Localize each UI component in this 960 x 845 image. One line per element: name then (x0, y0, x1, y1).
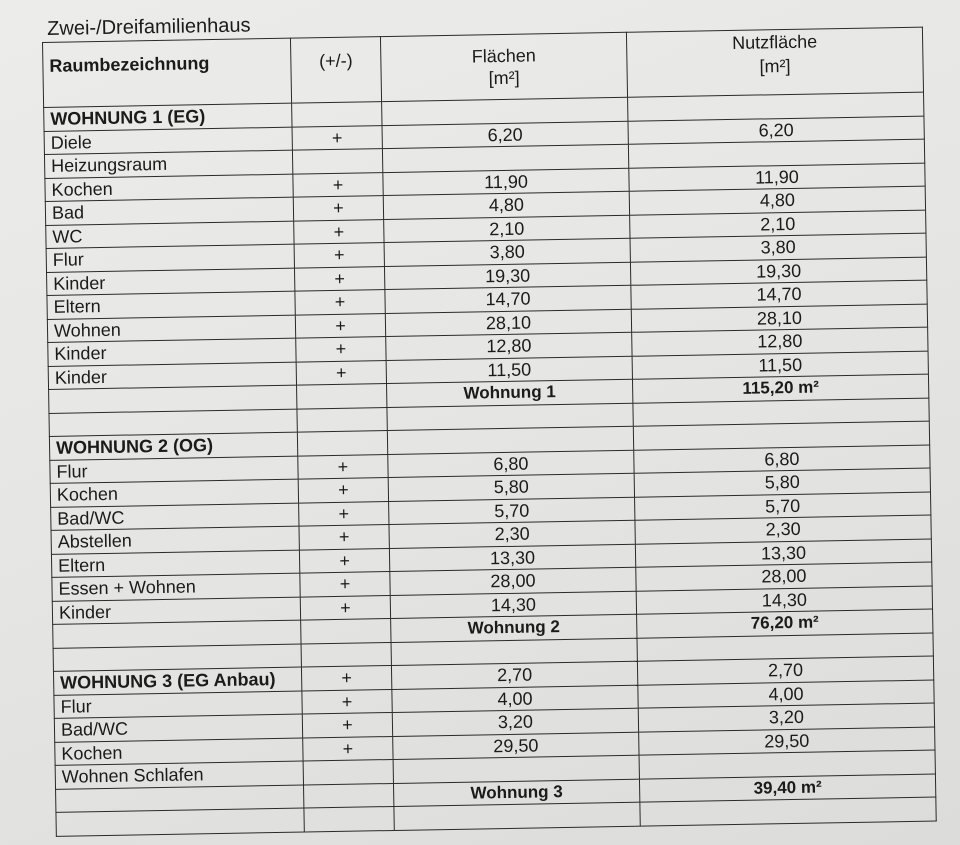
room-name: Abstellen (51, 526, 299, 554)
table-body (44, 92, 937, 836)
room-name: Kochen (45, 174, 293, 202)
usable-area-cell: 28,10 (631, 304, 927, 333)
room-name: Bad/WC (54, 714, 302, 742)
header-usable-label: Nutzfläche (731, 31, 818, 53)
header-usable-area (626, 27, 923, 97)
sign-cell: + (299, 548, 389, 573)
usable-area-cell: 3,80 (630, 233, 926, 262)
usable-area-cell: 29,50 (639, 727, 935, 756)
area-cell: 11,50 (386, 356, 632, 384)
room-name: WC (46, 221, 294, 249)
section-title: WOHNUNG 2 (OG) (49, 432, 297, 460)
usable-area-cell: 2,70 (637, 656, 933, 685)
room-name: Wohnen Schlafen (55, 761, 303, 789)
area-cell: 28,10 (385, 309, 631, 337)
usable-area-cell: 6,20 (628, 116, 924, 145)
empty-cell (394, 802, 640, 830)
subtotal-value: 76,20 m² (637, 609, 933, 638)
sign-cell (292, 102, 382, 127)
section-title: WOHNUNG 1 (EG) (44, 103, 292, 131)
empty-cell (297, 407, 387, 432)
area-cell: 2,10 (384, 215, 630, 243)
document-title: Zwei-/Dreifamilienhaus (47, 14, 251, 40)
sign-cell: + (302, 712, 392, 737)
sign-cell: + (302, 689, 392, 714)
sign-cell: + (303, 736, 393, 761)
area-cell: 5,80 (388, 473, 634, 501)
subtotal-value: 39,40 m² (639, 774, 935, 803)
area-cell: 3,20 (392, 708, 638, 736)
empty-cell (640, 797, 936, 826)
sign-cell: + (299, 525, 389, 550)
sign-cell: + (293, 196, 383, 221)
area-cell: 14,70 (385, 285, 631, 313)
usable-area-cell: 5,70 (635, 492, 931, 521)
usable-area-cell: 2,30 (635, 515, 931, 544)
subtotal-label: Wohnung 3 (393, 779, 639, 807)
area-cell: 4,80 (383, 191, 629, 219)
area-cell: 4,00 (392, 685, 638, 713)
room-name: Kinder (48, 338, 296, 366)
area-cell: 19,30 (384, 262, 630, 290)
usable-area-cell: 13,30 (635, 539, 931, 568)
area-cell: 28,00 (390, 567, 636, 595)
area-cell: 11,90 (383, 168, 629, 196)
sign-cell (292, 149, 382, 174)
header-room: Raumbezeichnung (43, 38, 292, 107)
sign-cell: + (294, 243, 384, 268)
sign-cell: + (296, 360, 386, 385)
usable-area-cell: 3,20 (638, 703, 934, 732)
room-name: Kochen (50, 479, 298, 507)
room-name: Kinder (48, 362, 296, 390)
area-cell: 2,30 (389, 520, 635, 548)
room-name: Bad/WC (51, 503, 299, 531)
sign-cell: + (300, 595, 390, 620)
header-usable-unit: [m²] (759, 55, 791, 77)
usable-area-cell: 11,50 (632, 351, 928, 380)
sign-cell: + (296, 337, 386, 362)
room-name: Bad (45, 197, 293, 225)
usable-area-cell: 2,10 (630, 210, 926, 239)
sign-cell: + (300, 572, 390, 597)
area-cell: 3,80 (384, 238, 630, 266)
usable-area-cell: 19,30 (630, 257, 926, 286)
area-table-container (42, 27, 936, 837)
section-title: WOHNUNG 3 (EG Anbau) (53, 667, 301, 695)
room-name: Flur (54, 691, 302, 719)
sign-cell: + (301, 665, 391, 690)
room-name: Kochen (55, 738, 303, 766)
area-cell: 12,80 (386, 332, 632, 360)
sign-cell: + (295, 313, 385, 338)
area-cell: 6,80 (388, 450, 634, 478)
subtotal-label: Wohnung 2 (391, 614, 637, 642)
header-area-label: Flächen (471, 45, 536, 67)
usable-area-cell: 5,80 (634, 468, 930, 497)
usable-area-cell: 11,90 (629, 163, 925, 192)
area-cell: 13,30 (389, 544, 635, 572)
area-cell: 5,70 (389, 497, 635, 525)
room-name: Kinder (47, 268, 295, 296)
area-cell: 2,70 (391, 661, 637, 689)
usable-area-cell: 14,70 (631, 280, 927, 309)
header-area-unit: [m²] (488, 67, 520, 89)
empty-cell (56, 808, 304, 836)
room-name: Flur (50, 456, 298, 484)
usable-area-cell: 14,30 (636, 586, 932, 615)
empty-cell (301, 619, 391, 644)
subtotal-value: 115,20 m² (632, 374, 928, 403)
empty-cell (297, 384, 387, 409)
usable-area-cell: 6,80 (634, 445, 930, 474)
sign-cell: + (292, 125, 382, 150)
sign-cell (297, 431, 387, 456)
sign-cell (303, 759, 393, 784)
header-sign: (+/-) (290, 37, 381, 104)
sign-cell: + (293, 172, 383, 197)
room-name: Kinder (52, 597, 300, 625)
room-name: Diele (44, 127, 292, 155)
area-table (42, 27, 937, 837)
usable-area-cell: 4,80 (629, 186, 925, 215)
sign-cell: + (294, 266, 384, 291)
usable-area-cell: 12,80 (632, 327, 928, 356)
room-name: Eltern (47, 291, 295, 319)
room-name: Eltern (51, 550, 299, 578)
empty-cell (301, 642, 391, 667)
sign-cell: + (298, 454, 388, 479)
subtotal-label: Wohnung 1 (387, 379, 633, 407)
sign-cell: + (295, 290, 385, 315)
room-name: Flur (46, 244, 294, 272)
area-cell: 29,50 (393, 732, 639, 760)
usable-area-cell: 4,00 (638, 680, 934, 709)
sign-cell: + (294, 219, 384, 244)
room-name: Heizungsraum (44, 150, 292, 178)
room-name: Essen + Wohnen (52, 573, 300, 601)
header-area (380, 32, 627, 101)
sign-cell: + (298, 478, 388, 503)
room-name: Wohnen (47, 315, 295, 343)
empty-cell (304, 806, 394, 831)
empty-cell (303, 783, 393, 808)
area-cell: 14,30 (390, 591, 636, 619)
area-cell: 6,20 (382, 121, 628, 149)
usable-area-cell: 28,00 (636, 562, 932, 591)
sign-cell: + (299, 501, 389, 526)
